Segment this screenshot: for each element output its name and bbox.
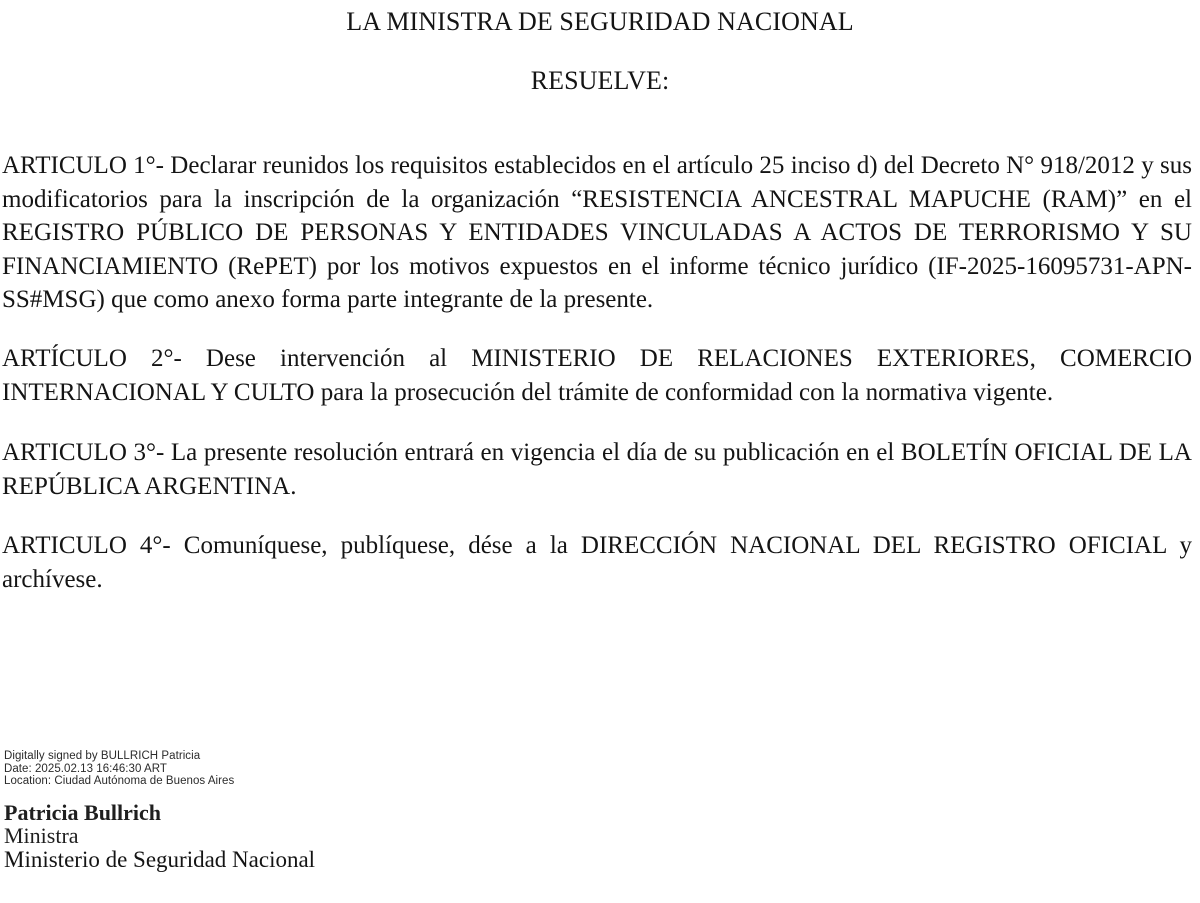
signer-role bbox=[4, 823, 424, 848]
article-4-paragraph: ARTICULO 4°- Comuníquese, publíquese, dése a la DIRECCIÓN NACIONAL DEL REGISTRO OFICIAL y archívese. bbox=[2, 532, 1192, 593]
signer-name-text: Patricia Bullrich bbox=[4, 800, 162, 825]
signature-signed-by-line: Digitally signed by BULLRICH Patricia bbox=[4, 750, 201, 762]
signature-location-line: Location: Ciudad Autónoma de Buenos Aires bbox=[4, 775, 235, 788]
digital-signature-stamp bbox=[4, 750, 234, 788]
signer-role-text: Ministra bbox=[4, 823, 79, 848]
signer-name bbox=[4, 800, 424, 825]
article-3-paragraph: ARTICULO 3°- La presente resolución entrará en vigencia el día de su publicación en el BOLETÍN OFICIAL DE LA REPÚBLICA ARGENTINA. bbox=[2, 439, 1192, 500]
signer-ministry: Ministerio de Seguridad Nacional bbox=[4, 847, 316, 872]
signature-date-line: Date: 2025.02.13 16:46:30 ART bbox=[4, 762, 167, 775]
article-2-paragraph: ARTÍCULO 2°- Dese intervención al MINISTERIO DE RELACIONES EXTERIORES, COMERCIO INTERNACIONAL Y CULTO para la prosecución del trámite de conformidad con la normativa vigente. bbox=[2, 345, 1192, 406]
article-1-paragraph: ARTICULO 1°- Declarar reunidos los requisitos establecidos en el artículo 25 inciso d) del Decreto N° 918/2012 y sus modificatorios para la inscripción de la organización “RESISTENCIA ANCESTRAL MAPUCHE (RAM)” en el REGISTRO PÚBLICO DE PERSONAS Y ENTIDADES VINCULADAS A ACTOS DE TERRORISMO Y SU FINANCIAMIENTO (RePET) por los motivos expuestos en el informe técnico jurídico (IF-2025-16095731-APN-SS#MSG) que como anexo forma parte integrante de la presente. bbox=[2, 152, 1192, 313]
page-title: LA MINISTRA DE SEGURIDAD NACIONAL bbox=[346, 7, 854, 36]
resolve-heading: RESUELVE: bbox=[530, 66, 670, 95]
